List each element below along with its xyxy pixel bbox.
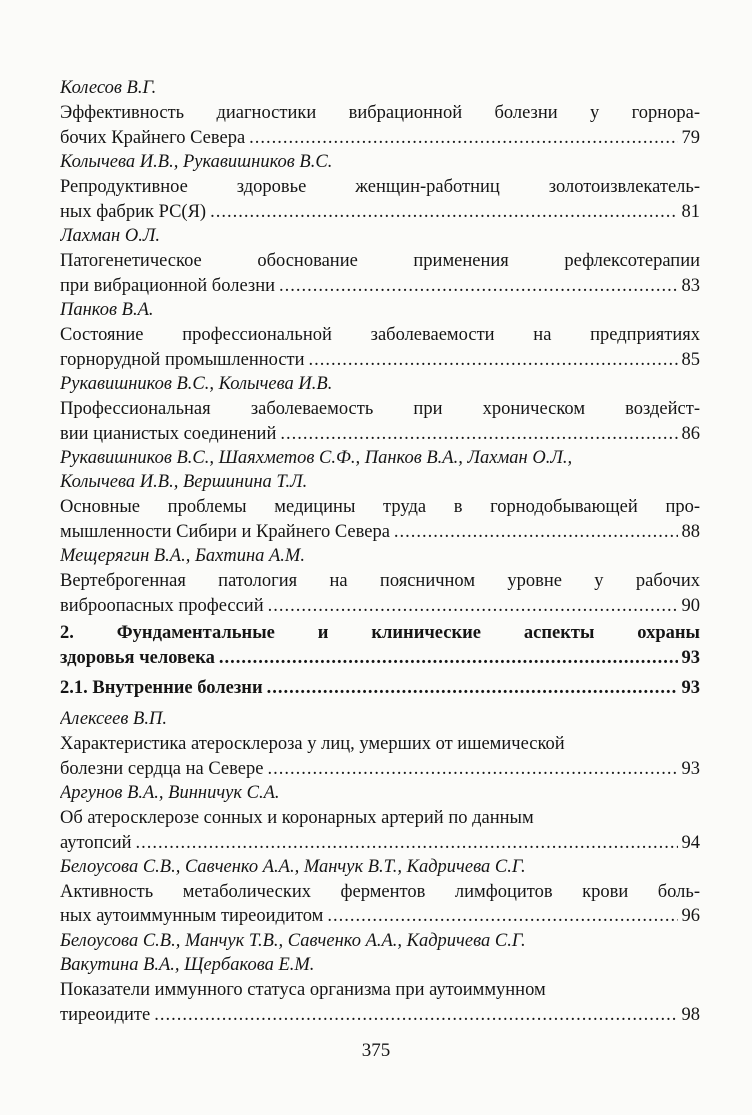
toc-entry-title: Характеристика атеросклероза у лиц, умерших от ишемической xyxy=(60,734,565,754)
toc-entry-text: горнорудной промышленности xyxy=(60,350,305,370)
dot-leader xyxy=(268,594,678,618)
dot-leader xyxy=(267,676,678,700)
toc-author: Лахман О.Л. xyxy=(60,226,160,246)
toc-entry-text: тиреоидите xyxy=(60,1005,151,1025)
toc-page-number: 79 xyxy=(681,128,700,148)
dot-leader xyxy=(154,1003,677,1027)
toc-entry-text: ных аутоиммунным тиреоидитом xyxy=(60,906,324,926)
dot-leader xyxy=(327,904,677,928)
toc-entry-title: Профессиональная заболеваемость при хроническом воздейст- xyxy=(60,399,700,419)
toc-page-number: 90 xyxy=(681,596,700,616)
dot-leader xyxy=(219,646,678,670)
toc-page-number: 86 xyxy=(681,424,700,444)
toc-entry-text: виброопасных профессий xyxy=(60,596,264,616)
toc-entry-line xyxy=(60,126,700,150)
toc-entry-line xyxy=(60,831,700,855)
toc-entry-text: болезни сердца на Севере xyxy=(60,759,264,779)
toc-page-number: 88 xyxy=(681,522,700,542)
toc-page-number: 98 xyxy=(681,1005,700,1025)
toc-entry-line xyxy=(60,1003,700,1027)
toc-entry-title: Активность метаболических ферментов лимфоцитов крови боль- xyxy=(60,882,700,902)
toc-page-number: 83 xyxy=(681,276,700,296)
toc-entry-text: ных фабрик РС(Я) xyxy=(60,202,207,222)
toc-entry-line xyxy=(60,757,700,781)
toc-page-number: 85 xyxy=(681,350,700,370)
toc-author: Рукавишников В.С., Колычева И.В. xyxy=(60,374,333,394)
toc-section-heading: 2. Фундаментальные и клинические аспекты охраны xyxy=(60,623,700,643)
toc-entry-line xyxy=(60,594,700,618)
dot-leader xyxy=(210,200,677,224)
toc-entry-title: Состояние профессиональной заболеваемости на предприятиях xyxy=(60,325,700,345)
toc-author: Аргунов В.А., Винничук С.А. xyxy=(60,783,280,803)
toc-entry-line xyxy=(60,520,700,544)
toc-author: Колычева И.В., Рукавишников В.С. xyxy=(60,152,333,172)
toc-author: Колесов В.Г. xyxy=(60,78,157,98)
toc-page-number: 94 xyxy=(681,833,700,853)
dot-leader xyxy=(249,126,677,150)
toc-page-number: 93 xyxy=(681,648,700,668)
toc-section-entry xyxy=(60,676,700,700)
dot-leader xyxy=(394,520,678,544)
toc-section-entry xyxy=(60,646,700,670)
toc-author: Мещерягин В.А., Бахтина А.М. xyxy=(60,546,305,566)
toc-author: Колычева И.В., Вершинина Т.Л. xyxy=(60,472,308,492)
toc-author: Вакутина В.А., Щербакова Е.М. xyxy=(60,955,315,975)
toc-entry-line xyxy=(60,274,700,298)
toc-author: Белоусова С.В., Савченко А.А., Манчук В.Т., Кадричева С.Г. xyxy=(60,857,526,877)
toc-page-number: 81 xyxy=(681,202,700,222)
toc-entry-line xyxy=(60,200,700,224)
toc-entry-text: бочих Крайнего Севера xyxy=(60,128,246,148)
dot-leader xyxy=(280,422,677,446)
toc-entry-title: Основные проблемы медицины труда в горнодобывающей про- xyxy=(60,497,700,517)
dot-leader xyxy=(136,831,678,855)
toc-entry-text: мышленности Сибири и Крайнего Севера xyxy=(60,522,390,542)
toc-author: Белоусова С.В., Манчук Т.В., Савченко А.А., Кадричева С.Г. xyxy=(60,931,526,951)
toc-entry-line xyxy=(60,904,700,928)
toc-author: Панков В.А. xyxy=(60,300,154,320)
toc-entry-text: аутопсий xyxy=(60,833,132,853)
toc-author: Алексеев В.П. xyxy=(60,709,167,729)
toc-page-number: 93 xyxy=(681,759,700,779)
toc-entry-text: 2.1. Внутренние болезни xyxy=(60,678,263,698)
toc-author: Рукавишников В.С., Шаяхметов С.Ф., Панков В.А., Лахман О.Л., xyxy=(60,448,573,468)
toc-entry-text: вии цианистых соединений xyxy=(60,424,277,444)
toc-entry-title: Показатели иммунного статуса организма при аутоиммунном xyxy=(60,980,546,1000)
dot-leader xyxy=(309,348,678,372)
toc-entry-title: Вертеброгенная патология на поясничном уровне у рабочих xyxy=(60,571,700,591)
toc-entry-line xyxy=(60,348,700,372)
dot-leader xyxy=(279,274,677,298)
page-number: 375 xyxy=(361,1040,391,1061)
dot-leader xyxy=(267,757,677,781)
toc-entry-text: здоровья человека xyxy=(60,648,215,668)
toc-entry-text: при вибрационной болезни xyxy=(60,276,276,296)
toc-page-number: 96 xyxy=(681,906,700,926)
toc-page-number: 93 xyxy=(681,678,700,698)
toc-entry-line xyxy=(60,422,700,446)
toc-entry-title: Репродуктивное здоровье женщин-работниц золотоизвлекатель- xyxy=(60,177,700,197)
toc-entry-title: Патогенетическое обоснование применения рефлексотерапии xyxy=(60,251,700,271)
toc-entry-title: Эффективность диагностики вибрационной болезни у горнора- xyxy=(60,103,700,123)
toc-entry-title: Об атеросклерозе сонных и коронарных артерий по данным xyxy=(60,808,534,828)
